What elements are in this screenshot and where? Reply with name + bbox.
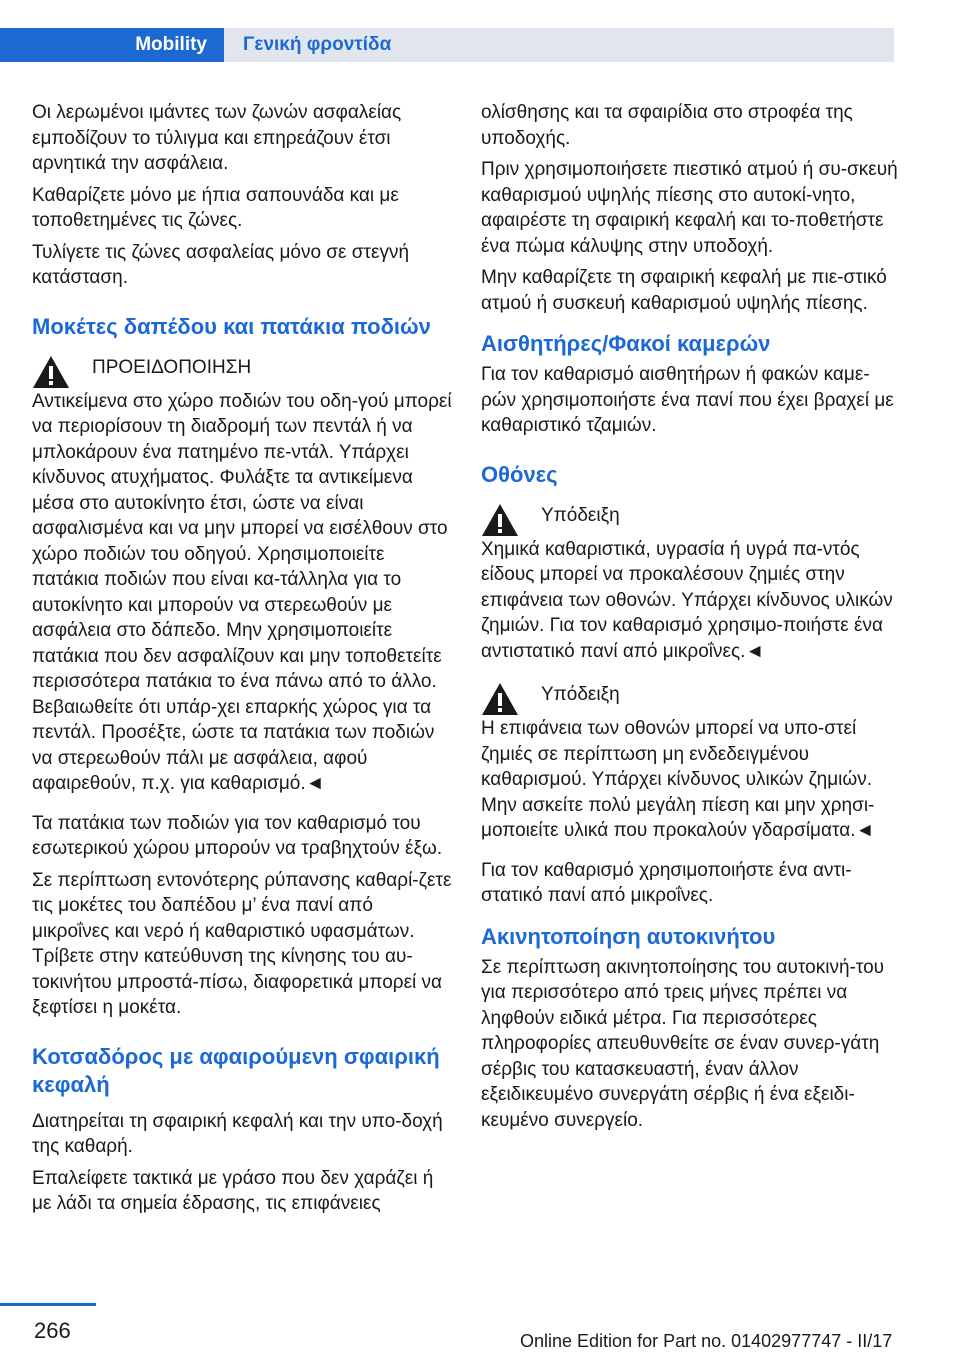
notice-text: Χημικά καθαριστικά, υγρασία ή υγρά πα-ντός είδους μπορεί να προκαλέσουν ζημιές στην επιφάνεια των οθονών. Υπάρχει κίνδυνος υλικών ζημιών. Για τον καθαρισμό χρησιμο-ποιήστε ένα αντιστατικό πανί από μικροΐνες.◄: [481, 538, 893, 662]
left-column: [32, 100, 452, 1223]
paragraph: Τυλίγετε τις ζώνες ασφαλείας μόνο σε στεγνή κατάσταση.: [32, 241, 410, 288]
paragraph: Σε περίπτωση εντονότερης ρύπανσης καθαρί-ζετε τις μοκέτες του δαπέδου μ’ ένα πανί από μικροΐνες και νερό ή καθαριστικό υφασμάτων. Τρίβετε στην κατεύθυνση της κίνησης του αυ-τοκινήτου μπροστά-πίσω, διαφορετικά μπορεί να ξεφτίσει η μοκέτα.: [32, 869, 452, 1018]
header-bar: [0, 0, 960, 62]
paragraph: Διατηρείται τη σφαιρική κεφαλή και την υπο-δοχή της καθαρή.: [32, 1110, 443, 1157]
warning-triangle-icon: [32, 355, 70, 389]
warning-triangle-icon: [481, 503, 519, 537]
warning-triangle-icon: [481, 682, 519, 716]
paragraph: Οι λερωμένοι ιμάντες των ζωνών ασφαλείας εμποδίζουν το τύλιγμα και επηρεάζουν έτσι αρνητικά την ασφάλεια.: [32, 102, 402, 174]
notice-block: [481, 499, 901, 665]
section-heading-floor-mats: Μοκέτες δαπέδου και πατάκια ποδιών: [32, 313, 431, 339]
footer-accent-line: [0, 1303, 96, 1306]
tab-mobility[interactable]: Mobility: [0, 28, 224, 62]
paragraph: ολίσθησης και τα σφαιρίδια στο στροφέα της υποδοχής.: [481, 102, 853, 149]
paragraph: Επαλείφετε τακτικά με γράσο που δεν χαράζει ή με λάδι τα σημεία έδρασης, τις επιφάνειες: [32, 1167, 434, 1214]
paragraph: Για τον καθαρισμό αισθητήρων ή φακών καμε-ρών χρησιμοποιήστε ένα πανί που έχει βραχεί με καθαριστικό τζαμιών.: [481, 364, 894, 436]
notice-title: Υπόδειξη: [541, 684, 620, 705]
page-number: 266: [34, 1318, 71, 1343]
paragraph: Καθαρίζετε μόνο με ήπια σαπουνάδα και με τοποθετημένες τις ζώνες.: [32, 184, 399, 231]
warning-text: Αντικείμενα στο χώρο ποδιών του οδη-γού μπορεί να περιορίσουν τη διαδρομή των πεντάλ ή να μπλοκάρουν ένα πατημένο πε-ντάλ. Υπάρχει κίνδυνος ατυχήματος. Φυλάξτε τα αντικείμενα μέσα στο αυτοκίνητο έτσι, ώστε να είναι ασφαλισμένα και να μην μπορεί να εισέλθουν στο χώρο ποδιών του οδηγού. Χρησιμοποιείτε πατάκια ποδιών που είναι κα-τάλληλα για το αυτοκίνητο και μπορούν να στερεωθούν με ασφάλεια στο δάπεδο. Μην χρησιμοποιείτε πατάκια που δεν ασφαλίζουν και μην τοποθετείτε περισσότερα πατάκια το ένα πάνω από το άλλο. Βεβαιωθείτε ότι υπάρ-χει επαρκής χώρος για τα πεντάλ. Προσέξτε, ώστε τα πατάκια των ποδιών να στερεωθούν πάλι με ασφάλεια, αφού αφαιρεθούν, π.χ. για καθαρισμό.◄: [32, 390, 452, 794]
paragraph: Μην καθαρίζετε τη σφαιρική κεφαλή με πιε-στικό ατμού ή συσκευή καθαρισμού υψηλής πίεσης.: [481, 267, 887, 314]
paragraph: Σε περίπτωση ακινητοποίησης του αυτοκινή-του για περισσότερο από τρεις μήνες πρέπει να ληφθούν ειδικά μέτρα. Για περισσότερες πληροφορίες απευθυνθείτε σε έναν συνερ-γάτη σέρβις του κατασκευαστή, έναν άλλον εξειδικευμένο συνεργάτη σέρβις ή ένα εξειδι-κευμένο συνεργείο.: [481, 956, 885, 1131]
notice-block: [481, 678, 901, 844]
paragraph: Τα πατάκια των ποδιών για τον καθαρισμό του εσωτερικού χώρου μπορούν να τραβηχτούν έξω.: [32, 812, 443, 859]
notice-text: Η επιφάνεια των οθονών μπορεί να υπο-στεί ζημιές σε περίπτωση μη ενδεδειγμένου καθαρισμού. Υπάρχει κίνδυνος υλικών ζημιών. Μην ασκείτε πολύ μεγάλη πίεση και μην χρησι-μοποιείτε υλικά που προκαλούν γδαρσίματα.◄: [481, 718, 875, 841]
paragraph: Για τον καθαρισμό χρησιμοποιήστε ένα αντι-στατικό πανί από μικροΐνες.: [481, 859, 852, 906]
paragraph: Πριν χρησιμοποιήσετε πιεστικό ατμού ή συ-σκευή καθαρισμού υψηλής πίεσης στο αυτοκί-νητο, αφαιρέστε τη σφαιρική κεφαλή και το-ποθετήστε ένα πώμα κάλυψης στην υποδοχή.: [481, 159, 898, 257]
edition-info: Online Edition for Part no. 01402977747 - II/17: [520, 1331, 893, 1351]
warning-block: [32, 351, 452, 797]
right-column: [481, 100, 901, 1139]
section-heading-trailer-hitch: Κοτσαδόρος με αφαιρούμενη σφαιρική κεφαλή: [32, 1043, 440, 1097]
notice-title: Υπόδειξη: [541, 504, 620, 526]
section-heading-immobilization: Ακινητοποίηση αυτοκινήτου: [481, 923, 776, 949]
section-heading-displays: Οθόνες: [481, 461, 558, 487]
section-heading-sensors: Αισθητήρες/Φακοί καμερών: [481, 331, 771, 356]
tab-general-care[interactable]: Γενική φροντίδα: [224, 28, 894, 62]
warning-title: ΠΡΟΕΙΔΟΠΟΙΗΣΗ: [92, 356, 252, 378]
